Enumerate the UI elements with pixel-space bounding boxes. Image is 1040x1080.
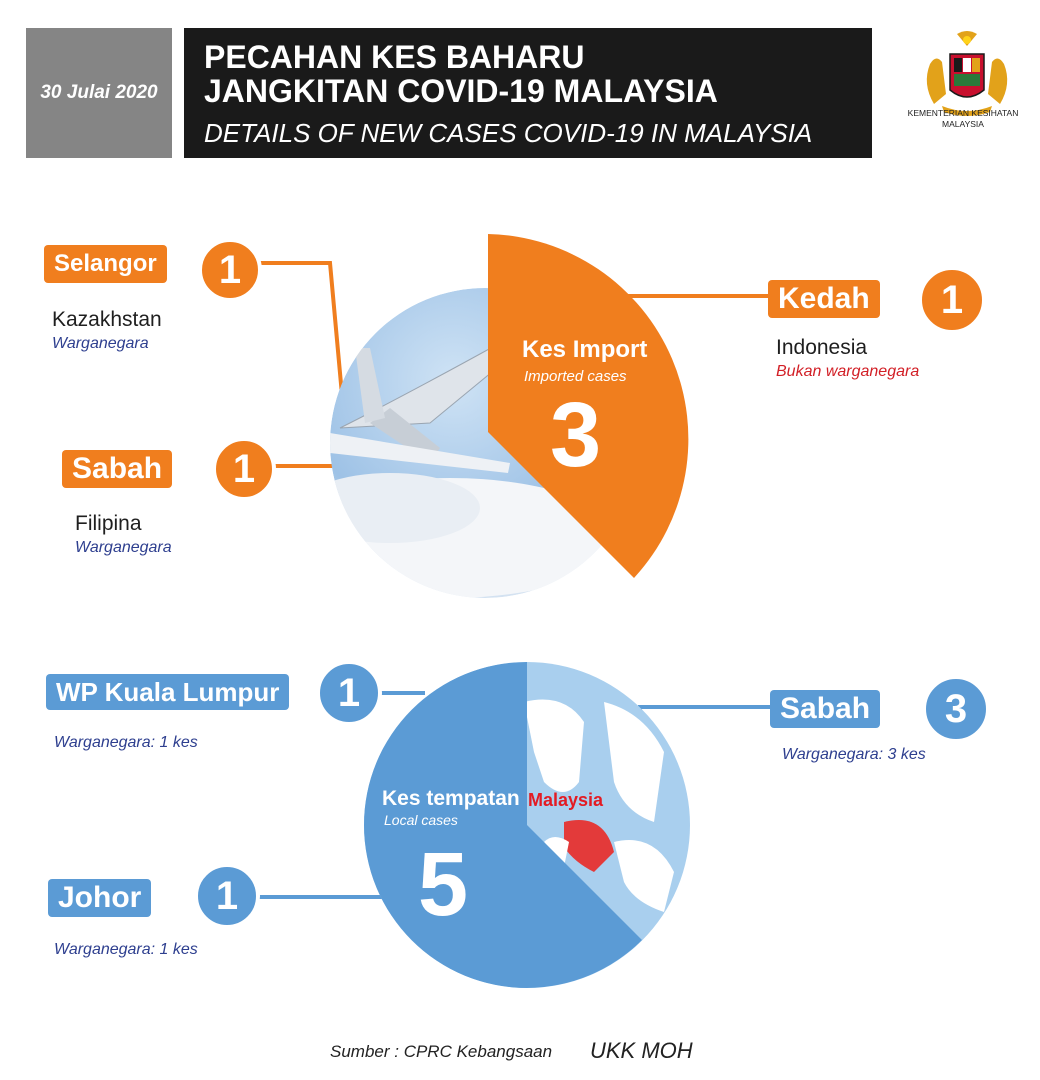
state-label-wp-kuala-lumpur: WP Kuala Lumpur (46, 674, 289, 710)
map-label-malaysia: Malaysia (528, 790, 604, 810)
count-badge-wp-kuala-lumpur: 1 (316, 660, 382, 726)
import-heading: Kes Import (522, 336, 648, 363)
count-badge-johor: 1 (194, 863, 260, 929)
import-subheading: Imported cases (524, 368, 627, 385)
title-line-1: PECAHAN KES BAHARU (204, 39, 585, 75)
count-badge-kedah: 1 (918, 266, 986, 334)
local-total: 5 (418, 835, 469, 935)
country-indonesia: Indonesia (776, 336, 868, 359)
status-sabah-local: Warganegara: 3 kes (782, 746, 926, 763)
report-date: 30 Julai 2020 (40, 82, 158, 103)
country-kazakhstan: Kazakhstan (52, 308, 162, 331)
state-label-sabah-import: Sabah (62, 450, 172, 488)
footer-credit: UKK MOH (590, 1038, 693, 1063)
import-total: 3 (550, 384, 602, 486)
title-line-2: JANGKITAN COVID-19 MALAYSIA (204, 73, 718, 109)
state-label-sabah-local: Sabah (770, 690, 880, 728)
country-filipina: Filipina (75, 512, 142, 535)
state-label-kedah: Kedah (768, 280, 880, 318)
state-label-johor: Johor (48, 879, 151, 917)
status-wp-kuala-lumpur: Warganegara: 1 kes (54, 734, 198, 751)
footer-source: Sumber : CPRC Kebangsaan (330, 1042, 553, 1061)
count-badge-sabah-local: 3 (922, 675, 990, 743)
status-sabah-import: Warganegara (75, 539, 172, 556)
local-heading: Kes tempatan (382, 787, 520, 810)
subtitle: DETAILS OF NEW CASES COVID-19 IN MALAYSIA (204, 118, 813, 148)
count-badge-selangor: 1 (198, 238, 262, 302)
status-johor: Warganegara: 1 kes (54, 941, 198, 958)
count-badge-sabah-import: 1 (212, 437, 276, 501)
state-label-selangor: Selangor (44, 245, 167, 283)
ministry-name: KEMENTERIAN KESIHATAN MALAYSIA (907, 108, 1019, 129)
local-subheading: Local cases (384, 812, 458, 828)
status-kedah: Bukan warganegara (776, 363, 920, 380)
status-selangor: Warganegara (52, 335, 149, 352)
